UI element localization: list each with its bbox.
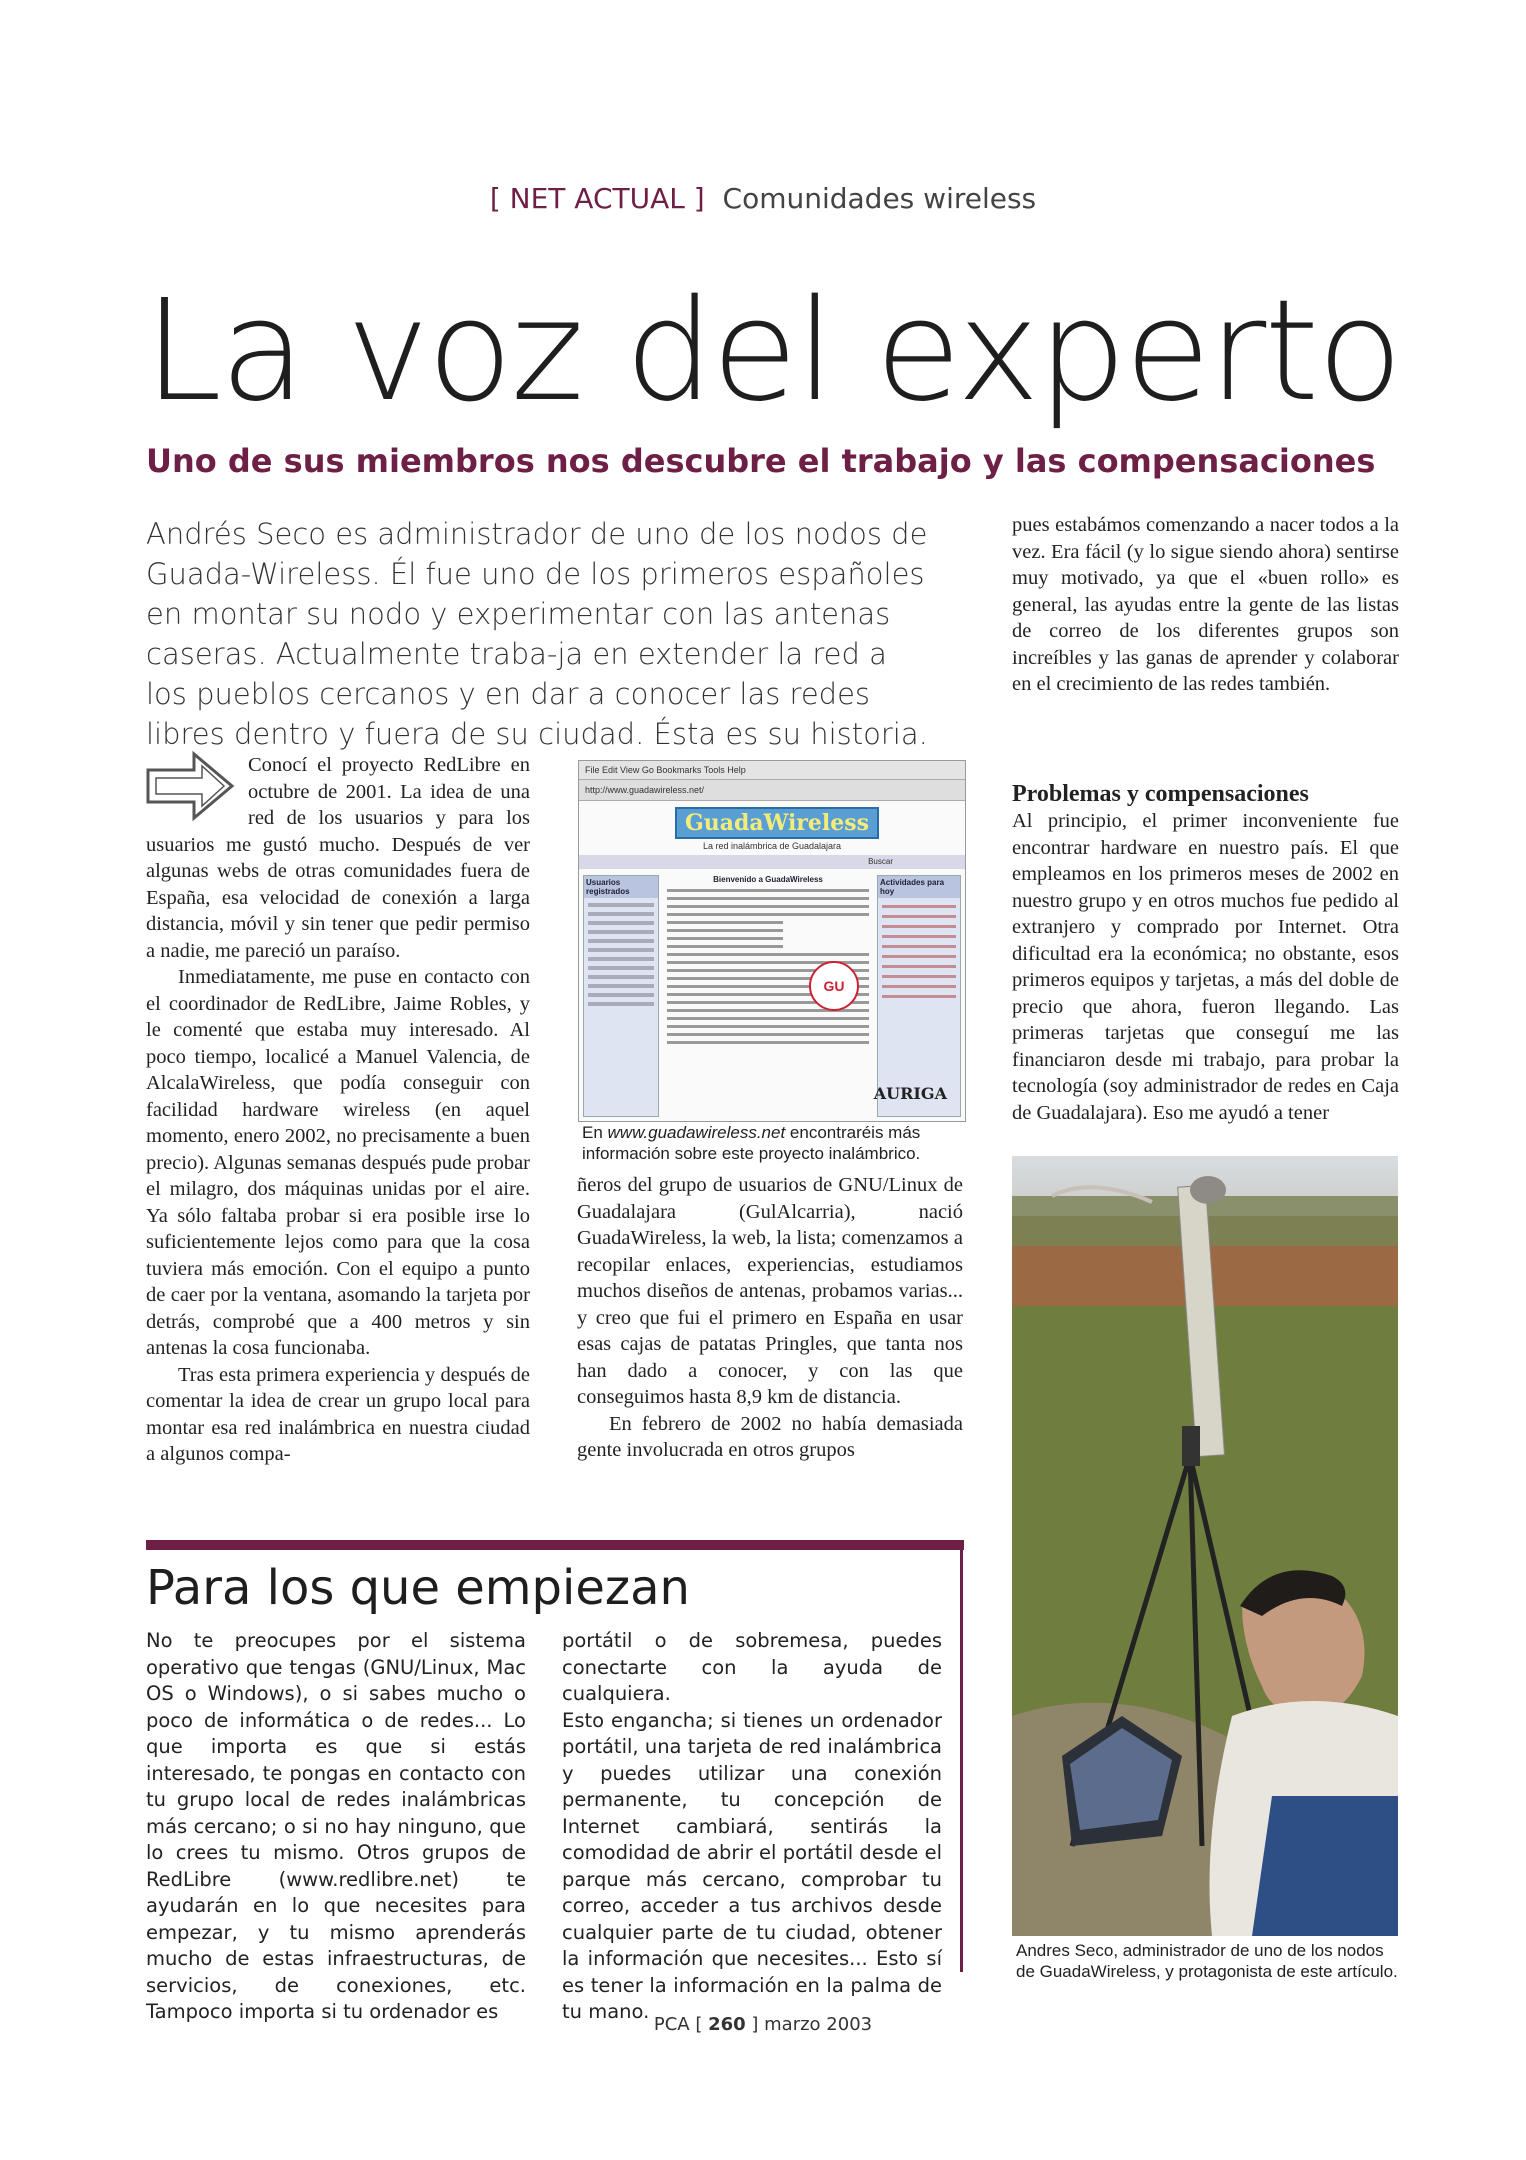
screenshot-caption: En www.guadawireless.net encontraréis más información sobre este proyecto inalámbrico.	[582, 1123, 921, 1163]
sidebar-box-side-rule	[960, 1540, 963, 1972]
article-subtitle: Uno de sus miembros nos descubre el trabajo y las compensaciones	[146, 442, 1376, 480]
author-photo	[1012, 1156, 1398, 1936]
arrow-icon	[142, 750, 238, 822]
intro-text: Andrés Seco es administrador de uno de los nodos de Guada-Wireless. Él fue uno de los primeros españoles en montar su nodo y experimentar con las antenas caseras. Actualmente traba-ja en extender la red a los pueblos cercanos y en dar a conocer las redes libres dentro y fuera de su ciudad. Ésta es su historia.	[146, 517, 928, 751]
auriga-badge: AURIGA	[873, 1084, 947, 1103]
section-header	[0, 182, 1526, 215]
gulalcarria-logo: GU	[809, 961, 859, 1011]
browser-url-bar: http://www.guadawireless.net/	[579, 780, 965, 801]
col2-paragraph-2: En febrero de 2002 no había demasiada gente involucrada en otros grupos	[577, 1412, 963, 1461]
article-intro	[146, 514, 932, 754]
section-name: Comunidades wireless	[722, 182, 1037, 215]
site-left-panel	[583, 875, 659, 1117]
article-column-3	[1012, 780, 1399, 1126]
page-footer: PCA [ 260 ] marzo 2003	[653, 2014, 873, 2035]
website-page	[579, 801, 965, 1121]
col1-paragraph-3: Tras esta primera experiencia y después de comentar la idea de crear un grupo local para montar esa red inalámbrica en nuestra ciudad a algunos compa-	[146, 1363, 530, 1465]
caption-url: www.guadawireless.net	[607, 1123, 786, 1142]
website-screenshot	[578, 760, 966, 1122]
col3-heading: Problemas y compensaciones	[1012, 781, 1309, 807]
article-column-2	[577, 1172, 963, 1464]
sidebar-box-rule	[146, 1540, 964, 1550]
section-tag: [ NET ACTUAL ]	[489, 182, 705, 215]
site-tagline: La red inalámbrica de Guadalajara	[702, 841, 842, 851]
site-search-label: Buscar	[868, 857, 893, 866]
right-panel-header: Actividades para hoy	[878, 876, 960, 898]
sidebar-box-column-1: No te preocupes por el sistema operativo que tengas (GNU/Linux, Mac OS o Windows), o si sabes mucho o poco de informática o de redes... Lo que importa es que si estás interesado, te pongas en contacto con tu grupo local de redes inalámbricas más cercano; o si no hay ninguno, que lo crees tu mismo. Otros grupos de RedLibre (www.redlibre.net) te ayudarán en lo que necesites para empezar, y tu mismo aprenderás mucho de estas infraestructuras, de servicios, de conexiones, etc. Tampoco importa si tu ordenador es	[146, 1629, 526, 2023]
footer-magazine: PCA	[653, 2014, 690, 2035]
col3-paragraph-2: Al principio, el primer inconveniente fue encontrar hardware en nuestro país. El que empleamos en los primeros meses de 2002 en nuestro grupo y en otros muchos fue pedido al extranjero y comprado por Internet. Otra dificultad era la económica; no obstante, esos primeros equipos y tarjetas, a más del doble de precio que ahora, fueron llegando. Las primeras tarjetas que conseguí me las financiaron desde mi trabajo, para probar la tecnología (soy administrador de redes en Caja de Guadalajara). Eso me ayudó a tener	[1012, 810, 1399, 1124]
site-search-bar	[579, 855, 965, 869]
col1-paragraph-1: Conocí el proyecto RedLibre en octubre de 2001. La idea de una red de los usuarios y para los usuarios me gustó mucho. Después de ver algunas webs de otras comunidades fuera de España, esa velocidad de conexión a larga distancia, móvil y sin tener que pedir permiso a nadie, me pareció un paraíso.	[146, 754, 530, 962]
article-title: La voz del experto	[144, 270, 1401, 433]
article-column-1	[146, 752, 530, 1468]
article-column-3-top	[1012, 512, 1399, 698]
col3-paragraph-1: pues estabámos comenzando a nacer todos a la vez. Era fácil (y lo sigue siendo ahora) sentirse muy motivado, ya que el «buen rollo» es general, las ayudas entre la gente de las listas de correo de los diferentes grupos son increíbles y las ganas de aprender y colaborar en el crecimiento de las redes también.	[1012, 514, 1399, 695]
sidebar-box-paragraph-2: Esto engancha; si tienes un ordenador portátil, una tarjeta de red inalámbrica y puedes utilizar una conexión permanente, tu concepción de Internet cambiará, sentirás la comodidad de abrir el portátil desde el parque más cercano, comprobar tu correo, acceder a tus archivos desde cualquier parte de tu ciudad, obtener la información que necesites... Esto sí es tener la información en la palma de tu mano.	[562, 1708, 942, 2023]
site-right-panel	[877, 875, 961, 1117]
sidebar-box-title: Para los que empiezan	[146, 1560, 690, 1616]
sidebar-box-column-2	[562, 1628, 942, 2026]
footer-date: marzo 2003	[764, 2014, 873, 2035]
col2-paragraph-1: ñeros del grupo de usuarios de GNU/Linux de Guadalajara (GulAlcarria), nació GuadaWireless, la web, la lista; comenzamos a recopilar enlaces, experiencias, estudiamos muchos diseños de antenas, probamos varias... y creo que fui el primero en España en usar esas cajas de patatas Pringles, que tanta nos han dado a conocer, y con las que conseguimos hasta 8,9 km de distancia.	[577, 1174, 963, 1408]
footer-page-number: 260	[708, 2014, 746, 2035]
photo-caption: Andres Seco, administrador de uno de los nodos de GuadaWireless, y protagonista de este artículo.	[1016, 1941, 1398, 1981]
left-panel-header: Usuarios registrados	[584, 876, 658, 898]
col1-paragraph-2: Inmediatamente, me puse en contacto con el coordinador de RedLibre, Jaime Robles, y le comenté que estaba muy interesado. Al poco tiempo, localicé a Manuel Valencia, de AlcalaWireless, que podía conseguir con facilidad hardware wireless (en aquel momento, enero 2002, no precisamente a buen precio). Algunas semanas después pude probar el milagro, dos máquinas unidas por el aire. Ya sólo faltaba probar si era posible irse lo suficientemente lejos como para que la cosa tuviera más emoción. Con el equipo a punto de caer por la ventana, asomando la tarjeta por detrás, comprobé que a 400 metros y sin antenas la cosa funcionaba.	[146, 966, 530, 1359]
browser-menubar: File Edit View Go Bookmarks Tools Help	[579, 761, 965, 780]
sidebar-box-paragraph-1: portátil o de sobremesa, puedes conectarte con la ayuda de cualquiera.	[562, 1629, 942, 1705]
center-panel-header: Bienvenido a GuadaWireless	[713, 875, 823, 884]
site-banner: GuadaWireless	[675, 807, 879, 839]
